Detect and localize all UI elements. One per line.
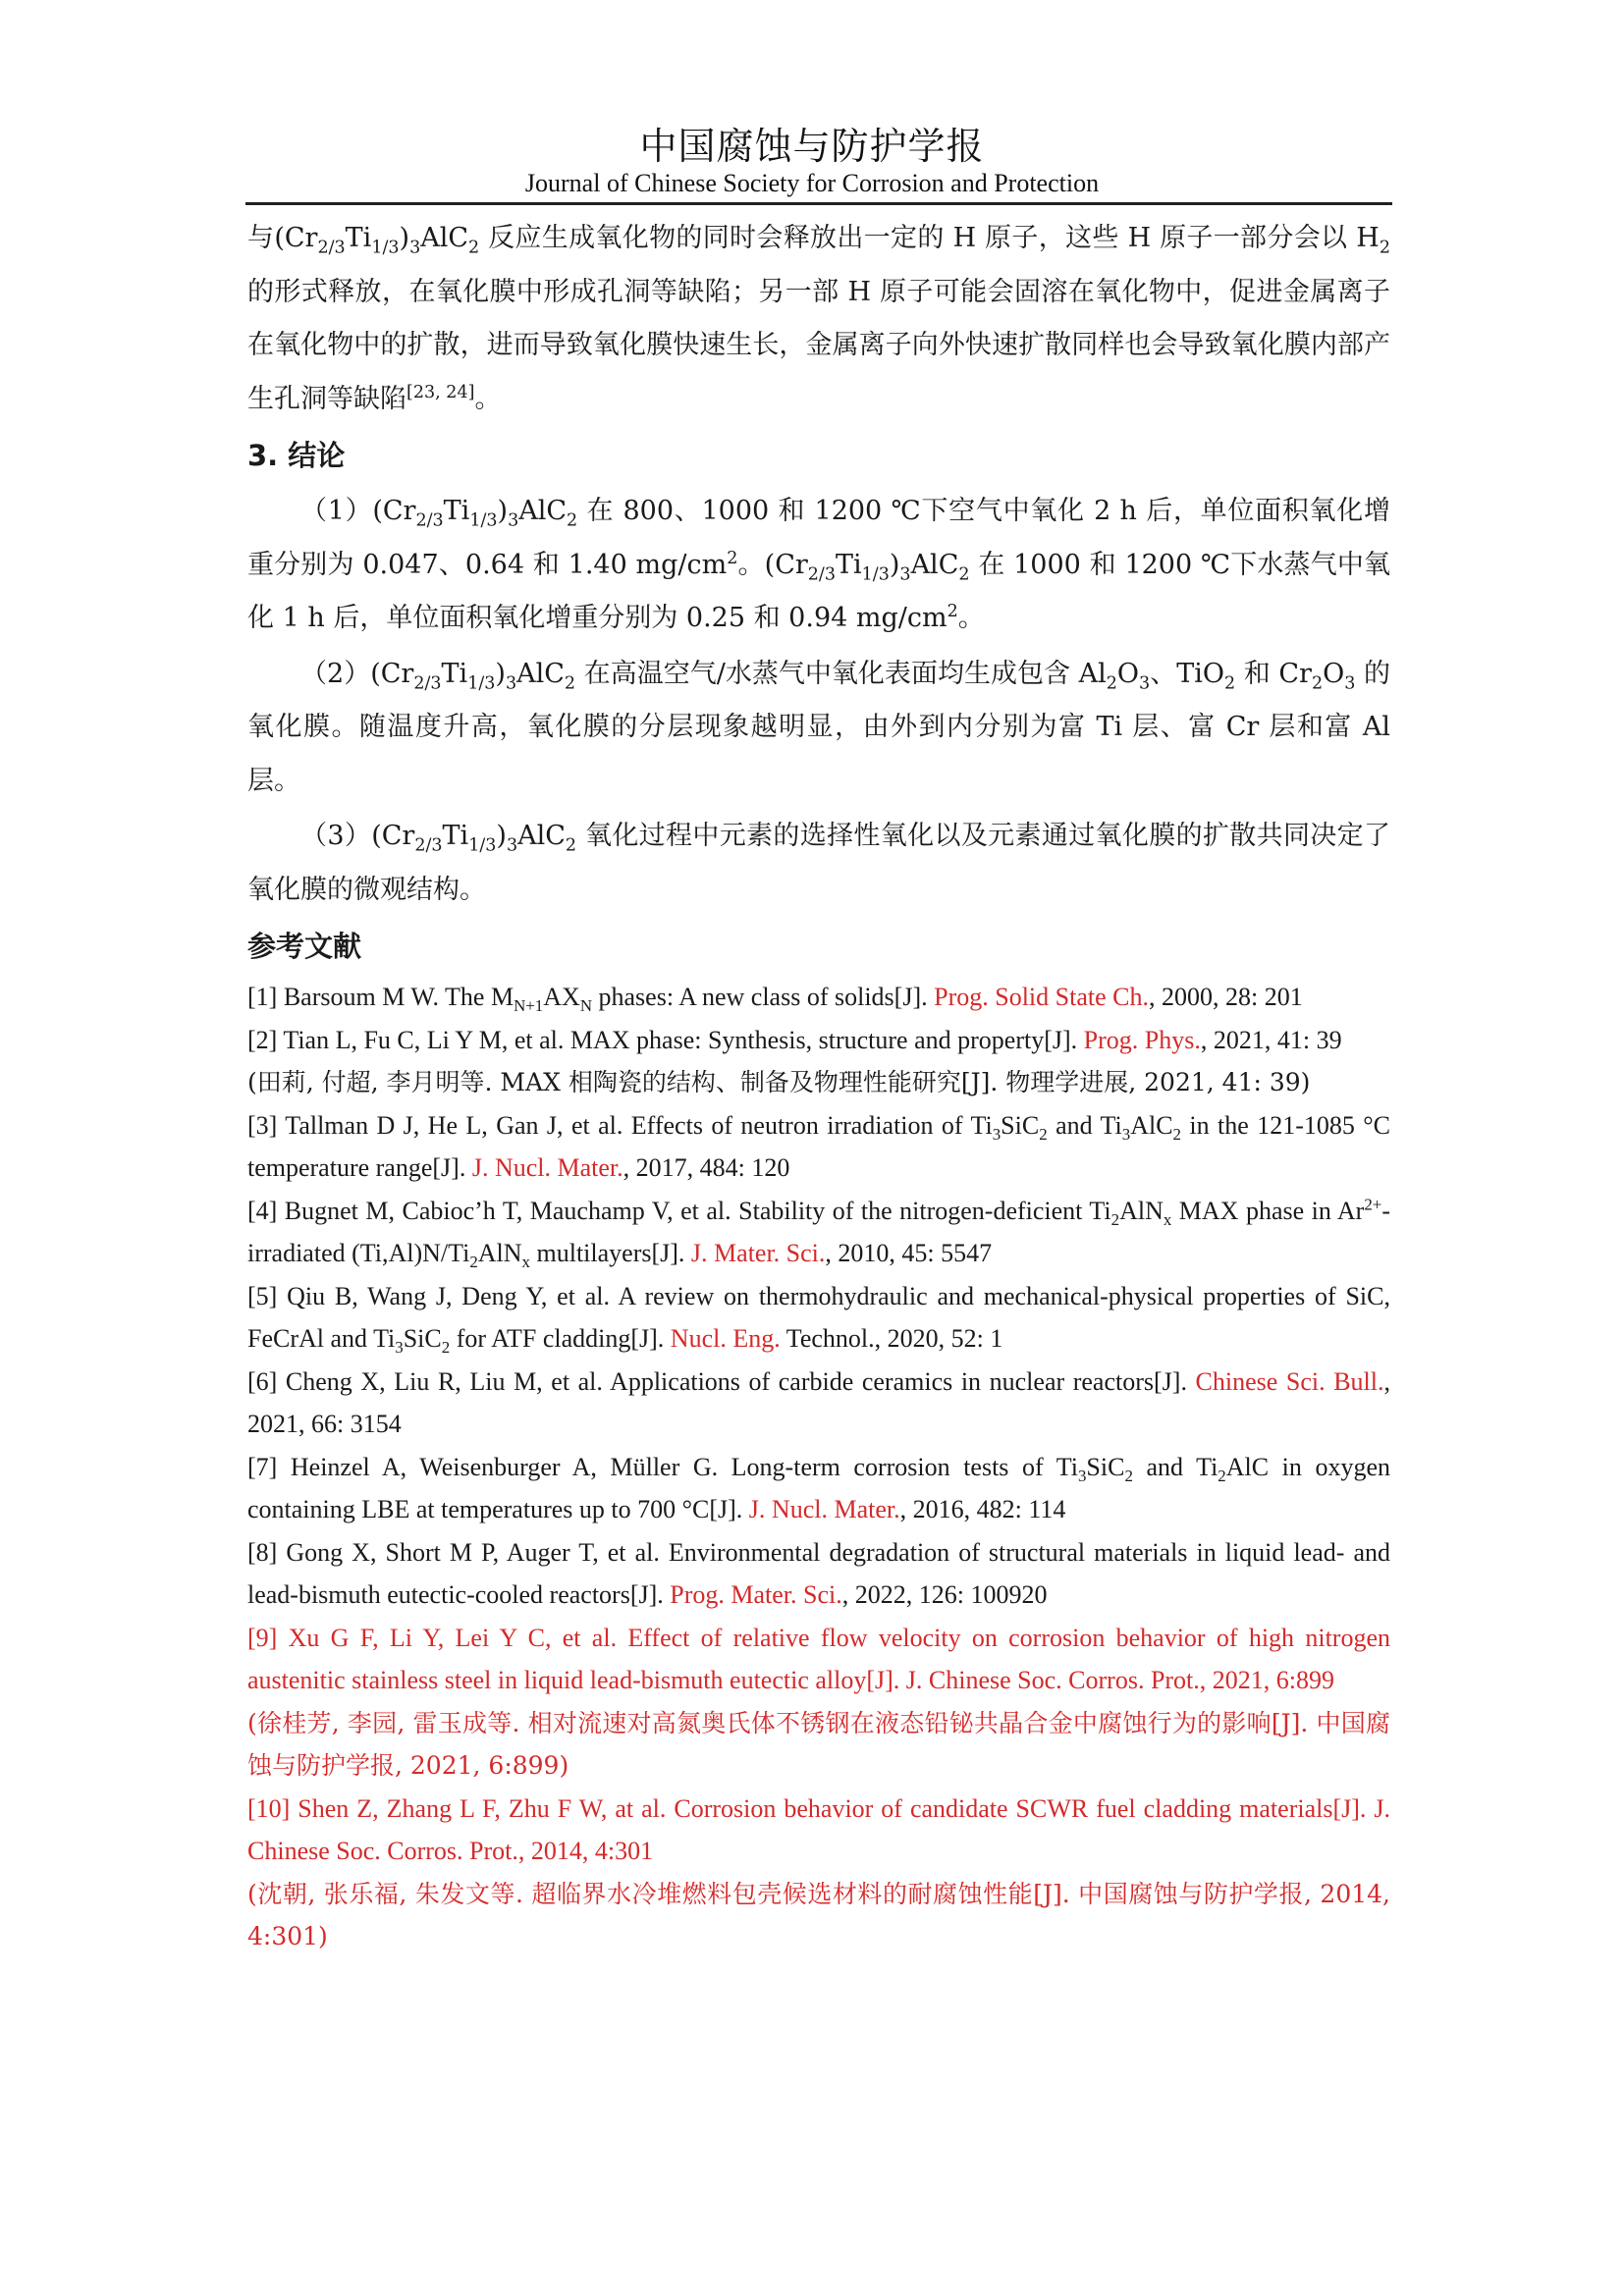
journal-title: 中国腐蚀与防护学报: [639, 125, 985, 168]
journal-link[interactable]: Prog. Phys.: [1083, 1025, 1201, 1054]
conclusion-item-3: $(3)(Cr_{2/3}Ti_{1/3})_3AlC_2$ 氧化过程中元素的选择性氧化以及元素通过氧化膜的扩散共同决定了氧化膜的微观结构。: [247, 821, 1390, 905]
article-body: [247, 212, 1390, 1958]
references-heading: 参考文献: [247, 930, 362, 963]
journal-link[interactable]: Chinese Sci. Bull.: [1195, 1366, 1384, 1396]
reference-list: [247, 976, 1390, 1958]
citation: [23, 24]: [406, 382, 475, 402]
reference-item: [1] Barsoum M W. The $M_{N+1}AX_N$ phases: A new class of solids[J]. Prog. Solid State Ch., 2000, 28: 201: [247, 983, 1303, 1016]
header-divider: [245, 202, 1392, 205]
journal-link[interactable]: Prog. Solid State Ch.: [934, 983, 1149, 1011]
journal-subtitle: Journal of Chinese Society for Corrosion and Protection: [524, 169, 1100, 197]
reference-item: [7] Heinzel A, Weisenburger A, Müller G. Long-term corrosion tests of $Ti_3SiC_2$ and $Ti_2AlC$ in oxygen containing LBE at temperatures up to 700 °C[J]. J. Nucl. Mater., 2016, 482: 114: [247, 1452, 1390, 1523]
journal-link[interactable]: Prog. Mater. Sci.: [670, 1580, 842, 1609]
reference-item: [2] Tian L, Fu C, Li Y M, et al. MAX phase: Synthesis, structure and property[J]. Prog. Phys., 2021, 41: 39: [247, 1025, 1342, 1054]
journal-link[interactable]: J. Nucl. Mater.: [471, 1153, 623, 1182]
reference-item: [6] Cheng X, Liu R, Liu M, et al. Applications of carbide ceramics in nuclear reactors[J]. Chinese Sci. Bull., 2021, 66: 3154: [247, 1366, 1391, 1438]
conclusion-heading: 3. 结论: [247, 439, 346, 472]
journal-link[interactable]: J. Mater. Sci.: [690, 1239, 826, 1267]
reference-translation: (田莉, 付超, 李月明等. MAX 相陶瓷的结构、制备及物理性能研究[J]. 物理学进展, 2021, 41: 39): [247, 1068, 1311, 1096]
reference-item: [8] Gong X, Short M P, Auger T, et al. Environmental degradation of structural materials in liquid lead- and lead-bismuth eutectic-cooled reactors[J]. Prog. Mater. Sci., 2022, 126: 100920: [247, 1537, 1390, 1609]
reference-item: [5] Qiu B, Wang J, Deng Y, et al. A review on thermohydraulic and mechanical-physical properties of SiC, FeCrAl and $Ti_3SiC_2$ for ATF cladding[J]. Nucl. Eng. Technol., 2020, 52: 1: [247, 1281, 1390, 1358]
journal-link[interactable]: Nucl. Eng.: [670, 1324, 781, 1353]
reference-translation-highlighted: (沈朝, 张乐福, 朱发文等. 超临界水冷堆燃料包壳候选材料的耐腐蚀性能[J]. 中国腐蚀与防护学报, 2014, 4:301): [247, 1879, 1390, 1950]
reference-item-highlighted: [10] Shen Z, Zhang L F, Zhu F W, at al. Corrosion behavior of candidate SCWR fuel cladding materials[J]. J. Chinese Soc. Corros. Prot., 2014, 4:301: [247, 1793, 1390, 1865]
conclusion-item-2: $(2)(Cr_{2/3}Ti_{1/3})_3AlC_2$ 在高温空气/水蒸气中氧化表面均生成包含 $Al_2O_3$、TiO$_2$ 和 $Cr_2O_3$ 的氧化膜。随温度升高，氧化膜的分层现象越明显，由外到内分别为富 Ti 层、富 Cr 层和富 Al 层。: [247, 658, 1391, 796]
reference-item-highlighted: [9] Xu G F, Li Y, Lei Y C, et al. Effect of relative flow velocity on corrosion behavior of high nitrogen austenitic stainless steel in liquid lead-bismuth eutectic alloy[J]. J. Chinese Soc. Corros. Prot., 2021, 6:899: [247, 1623, 1390, 1694]
reference-item: [4] Bugnet M, Cabioc’h T, Mauchamp V, et al. Stability of the nitrogen-deficient $Ti_2AlN_x$ MAX phase in $Ar^{2+}$-irradiated $(Ti,Al)N/Ti_2AlN_x$ multilayers[J]. J. Mater. Sci., 2010, 45: 5547: [247, 1194, 1390, 1272]
reference-translation-highlighted: (徐桂芳, 李园, 雷玉成等. 相对流速对高氮奥氏体不锈钢在液态铅铋共晶合金中腐蚀行为的影响[J]. 中国腐蚀与防护学报, 2021, 6:899): [247, 1708, 1390, 1780]
conclusion-item-1: $(1)(Cr_{2/3}Ti_{1/3})_3AlC_2$ 在 800、1000 和 1200 ℃下空气中氧化 2 h 后，单位面积氧化增重分别为 0.047、0.64 和 1.40 $mg/cm^2$。$(Cr_{2/3}Ti_{1/3})_3AlC_2$ 在 1000 和 1200 ℃下水蒸气中氧化 1 h 后，单位面积氧化增重分别为 0.25 和 0.94 $mg/cm^2$。: [247, 496, 1390, 633]
reference-item: [3] Tallman D J, He L, Gan J, et al. Effects of neutron irradiation of $Ti_3SiC_2$ and $Ti_3AlC_2$ in the 121-1085 °C temperature range[J]. J. Nucl. Mater., 2017, 484: 120: [247, 1110, 1390, 1182]
discussion-paragraph: 与$(Cr_{2/3}Ti_{1/3})_3AlC_2$ 反应生成氧化物的同时会释放出一定的 H 原子，这些 H 原子一部分会以 $H_2$ 的形式释放，在氧化膜中形成孔洞等缺陷；另一部 H 原子可能会固溶在氧化物中，促进金属离子在氧化物中的扩散，进而导致氧化膜快速生长，金属离子向外快速扩散同样也会导致氧化膜内部产生孔洞等缺陷[23, 24]。: [247, 223, 1390, 414]
journal-link[interactable]: J. Nucl. Mater.: [748, 1495, 900, 1523]
